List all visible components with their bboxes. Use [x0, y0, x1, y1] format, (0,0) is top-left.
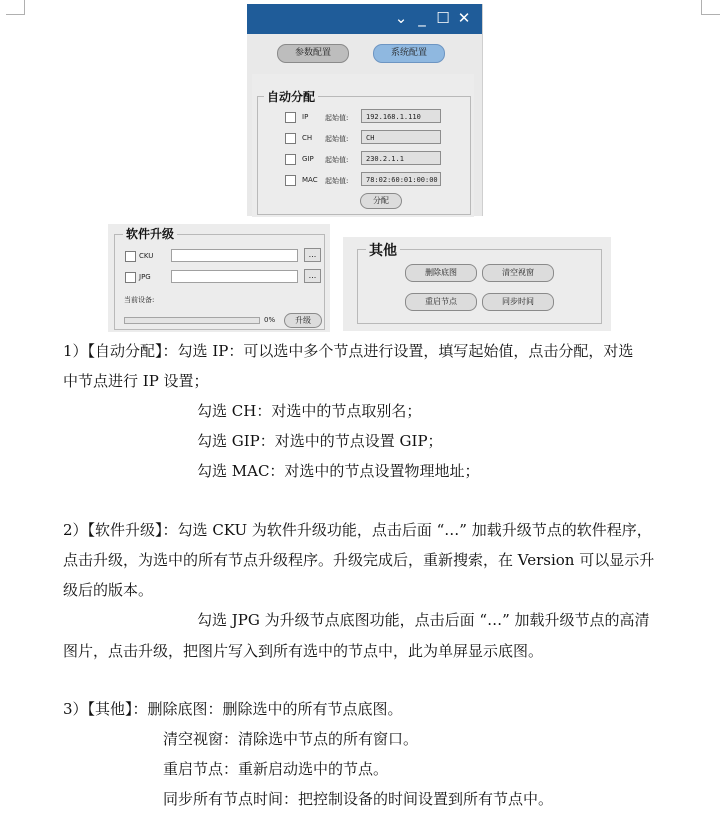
tab-param-config[interactable]: 参数配置	[277, 44, 349, 63]
delete-background-button[interactable]: 删除底图	[405, 264, 477, 282]
gip-start-input[interactable]: 230.2.1.1	[361, 151, 441, 165]
para3-line1: 3）【其他】：删除底图：删除选中的所有节点底图。	[63, 700, 403, 718]
assign-button[interactable]: 分配	[360, 193, 402, 209]
upgrade-progress-text: 0%	[264, 316, 276, 324]
mac-checkbox[interactable]	[285, 175, 296, 186]
mac-start-label: 起始值:	[325, 177, 349, 185]
chevron-down-icon[interactable]: ⌄	[394, 9, 408, 27]
upgrade-progress-bar	[124, 317, 260, 324]
ip-start-label: 起始值:	[325, 114, 349, 122]
upgrade-button[interactable]: 升级	[284, 313, 322, 328]
upgrade-title: 软件升级	[123, 225, 177, 242]
current-device-label: 当前设备:	[124, 296, 155, 304]
para1-ch: 勾选 CH：对选中的节点取别名；	[197, 402, 422, 420]
maximize-icon[interactable]: ☐	[436, 9, 450, 27]
jpg-checkbox[interactable]	[125, 272, 136, 283]
jpg-label: JPG	[139, 273, 151, 281]
para3-line4: 同步所有节点时间：把控制设备的时间设置到所有节点中。	[163, 790, 554, 808]
para2-line3: 级后的版本。	[63, 581, 154, 599]
ch-start-label: 起始值:	[325, 135, 349, 143]
page-corner-mark-right	[701, 0, 720, 15]
ip-label: IP	[302, 113, 309, 121]
para1-mac: 勾选 MAC：对选中的节点设置物理地址；	[197, 462, 480, 480]
clear-windows-button[interactable]: 清空视窗	[482, 264, 554, 282]
para1-gip: 勾选 GIP：对选中的节点设置 GIP；	[197, 432, 443, 450]
para2-line1: 2）【软件升级】：勾选 CKU 为软件升级功能，点击后面 “…” 加载升级节点的软件程序，	[63, 521, 652, 539]
ip-start-input[interactable]: 192.168.1.110	[361, 109, 441, 123]
cku-label: CKU	[139, 252, 154, 260]
para1-line2: 中节点进行 IP 设置；	[63, 372, 209, 390]
settings-window	[247, 4, 483, 216]
para2-line2: 点击升级，为选中的所有节点升级程序。升级完成后，重新搜索，在 Version 可以显示升	[63, 551, 655, 569]
cku-checkbox[interactable]	[125, 251, 136, 262]
mac-start-input[interactable]: 78:02:60:01:00:00	[361, 172, 441, 186]
ip-checkbox[interactable]	[285, 112, 296, 123]
para3-line3: 重启节点：重新启动选中的节点。	[163, 760, 389, 778]
tab-system-config[interactable]: 系统配置	[373, 44, 445, 63]
minimize-icon[interactable]: _	[418, 9, 426, 27]
system-config-panel	[252, 74, 474, 217]
auto-assign-title: 自动分配	[264, 88, 318, 105]
sync-time-button[interactable]: 同步时间	[482, 293, 554, 311]
para2-line4: 勾选 JPG 为升级节点底图功能，点击后面 “…” 加载升级节点的高清	[197, 611, 650, 629]
gip-start-label: 起始值:	[325, 156, 349, 164]
ch-start-input[interactable]: CH	[361, 130, 441, 144]
jpg-file-input[interactable]	[171, 270, 298, 283]
gip-checkbox[interactable]	[285, 154, 296, 165]
other-title: 其他	[366, 240, 400, 260]
close-icon[interactable]: ✕	[457, 9, 471, 27]
other-group	[357, 249, 602, 324]
other-panel	[343, 237, 611, 331]
upgrade-panel	[108, 224, 330, 332]
ch-checkbox[interactable]	[285, 133, 296, 144]
para2-line5: 图片，点击升级，把图片写入到所有选中的节点中，此为单屏显示底图。	[63, 642, 544, 660]
gip-label: GIP	[302, 155, 314, 163]
cku-file-input[interactable]	[171, 249, 298, 262]
mac-label: MAC	[302, 176, 318, 184]
para1-line1: 1）【自动分配】：勾选 IP：可以选中多个节点进行设置，填写起始值，点击分配，对选	[63, 342, 634, 360]
restart-node-button[interactable]: 重启节点	[405, 293, 477, 311]
para3-line2: 清空视窗：清除选中节点的所有窗口。	[163, 730, 419, 748]
cku-browse-button[interactable]: ...	[304, 248, 321, 262]
ch-label: CH	[302, 134, 313, 142]
window-titlebar	[247, 4, 482, 34]
jpg-browse-button[interactable]: ...	[304, 269, 321, 283]
page-corner-mark-left	[6, 0, 25, 15]
